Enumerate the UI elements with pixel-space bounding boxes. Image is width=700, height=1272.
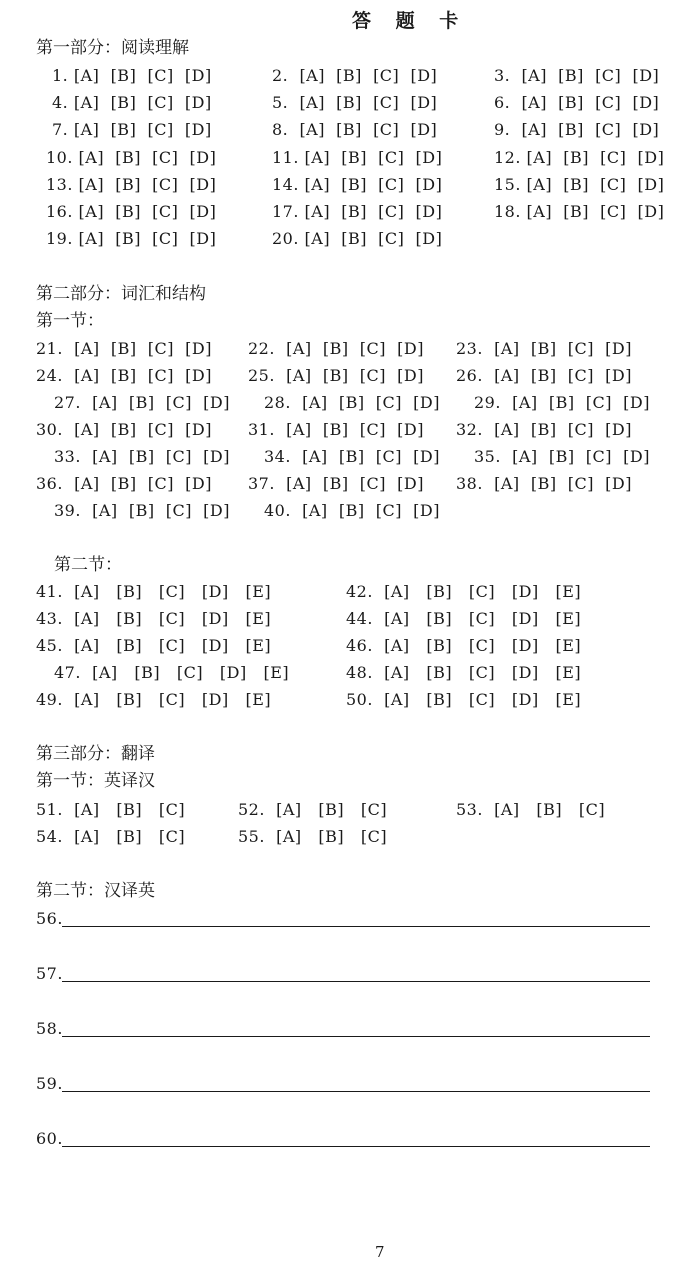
question-item[interactable]: 50. [A] [B] [C] [D] [E] (346, 690, 582, 709)
question-item[interactable]: 13. [A] [B] [C] [D] (46, 175, 217, 194)
question-item[interactable]: 4. [A] [B] [C] [D] (52, 93, 212, 112)
question-item[interactable]: 27. [A] [B] [C] [D] (54, 393, 230, 412)
question-item[interactable]: 44. [A] [B] [C] [D] [E] (346, 609, 582, 628)
part2-section1-heading: 第一节： (36, 311, 104, 331)
translation-number: 59. (36, 1074, 63, 1093)
question-item[interactable]: 41. [A] [B] [C] [D] [E] (36, 582, 272, 601)
question-item[interactable]: 17. [A] [B] [C] [D] (272, 202, 443, 221)
question-item[interactable]: 15. [A] [B] [C] [D] (494, 175, 665, 194)
question-item[interactable]: 55. [A] [B] [C] (238, 827, 388, 846)
part3-section1-heading: 第一节：英译汉 (36, 771, 155, 791)
question-item[interactable]: 6. [A] [B] [C] [D] (494, 93, 660, 112)
answer-line[interactable] (62, 926, 650, 927)
question-item[interactable]: 31. [A] [B] [C] [D] (248, 420, 424, 439)
page-title: 答 题 卡 (352, 10, 468, 32)
answer-line[interactable] (62, 1091, 650, 1092)
part3-section2-heading: 第二节：汉译英 (36, 881, 155, 901)
question-item[interactable]: 28. [A] [B] [C] [D] (264, 393, 440, 412)
question-item[interactable]: 37. [A] [B] [C] [D] (248, 474, 424, 493)
question-item[interactable]: 40. [A] [B] [C] [D] (264, 501, 440, 520)
question-item[interactable]: 42. [A] [B] [C] [D] [E] (346, 582, 582, 601)
question-item[interactable]: 19. [A] [B] [C] [D] (46, 229, 217, 248)
question-item[interactable]: 5. [A] [B] [C] [D] (272, 93, 438, 112)
answer-line[interactable] (62, 1036, 650, 1037)
question-item[interactable]: 10. [A] [B] [C] [D] (46, 148, 217, 167)
question-item[interactable]: 54. [A] [B] [C] (36, 827, 186, 846)
question-item[interactable]: 11. [A] [B] [C] [D] (272, 148, 443, 167)
translation-number: 58. (36, 1019, 63, 1038)
question-item[interactable]: 35. [A] [B] [C] [D] (474, 447, 650, 466)
question-item[interactable]: 23. [A] [B] [C] [D] (456, 339, 632, 358)
question-item[interactable]: 29. [A] [B] [C] [D] (474, 393, 650, 412)
question-item[interactable]: 14. [A] [B] [C] [D] (272, 175, 443, 194)
question-item[interactable]: 22. [A] [B] [C] [D] (248, 339, 424, 358)
question-item[interactable]: 51. [A] [B] [C] (36, 800, 186, 819)
question-item[interactable]: 53. [A] [B] [C] (456, 800, 606, 819)
question-item[interactable]: 21. [A] [B] [C] [D] (36, 339, 212, 358)
question-item[interactable]: 36. [A] [B] [C] [D] (36, 474, 212, 493)
page-number: 7 (375, 1243, 385, 1261)
question-item[interactable]: 32. [A] [B] [C] [D] (456, 420, 632, 439)
answer-line[interactable] (62, 1146, 650, 1147)
question-item[interactable]: 9. [A] [B] [C] [D] (494, 120, 660, 139)
question-item[interactable]: 45. [A] [B] [C] [D] [E] (36, 636, 272, 655)
question-item[interactable]: 49. [A] [B] [C] [D] [E] (36, 690, 272, 709)
translation-number: 56. (36, 909, 63, 928)
question-item[interactable]: 34. [A] [B] [C] [D] (264, 447, 440, 466)
question-item[interactable]: 26. [A] [B] [C] [D] (456, 366, 632, 385)
question-item[interactable]: 52. [A] [B] [C] (238, 800, 388, 819)
question-item[interactable]: 43. [A] [B] [C] [D] [E] (36, 609, 272, 628)
question-item[interactable]: 18. [A] [B] [C] [D] (494, 202, 665, 221)
translation-number: 57. (36, 964, 63, 983)
translation-number: 60. (36, 1129, 63, 1148)
question-item[interactable]: 38. [A] [B] [C] [D] (456, 474, 632, 493)
question-item[interactable]: 30. [A] [B] [C] [D] (36, 420, 212, 439)
question-item[interactable]: 1. [A] [B] [C] [D] (52, 66, 212, 85)
part3-heading: 第三部分：翻译 (36, 744, 155, 764)
question-item[interactable]: 47. [A] [B] [C] [D] [E] (54, 663, 290, 682)
question-item[interactable]: 33. [A] [B] [C] [D] (54, 447, 230, 466)
answer-line[interactable] (62, 981, 650, 982)
question-item[interactable]: 25. [A] [B] [C] [D] (248, 366, 424, 385)
question-item[interactable]: 24. [A] [B] [C] [D] (36, 366, 212, 385)
question-item[interactable]: 8. [A] [B] [C] [D] (272, 120, 438, 139)
question-item[interactable]: 12. [A] [B] [C] [D] (494, 148, 665, 167)
question-item[interactable]: 46. [A] [B] [C] [D] [E] (346, 636, 582, 655)
question-item[interactable]: 16. [A] [B] [C] [D] (46, 202, 217, 221)
part1-heading: 第一部分：阅读理解 (36, 38, 189, 58)
question-item[interactable]: 7. [A] [B] [C] [D] (52, 120, 212, 139)
question-item[interactable]: 39. [A] [B] [C] [D] (54, 501, 230, 520)
question-item[interactable]: 2. [A] [B] [C] [D] (272, 66, 438, 85)
question-item[interactable]: 3. [A] [B] [C] [D] (494, 66, 660, 85)
question-item[interactable]: 20. [A] [B] [C] [D] (272, 229, 443, 248)
part2-section2-heading: 第二节： (54, 555, 122, 575)
part2-heading: 第二部分：词汇和结构 (36, 284, 206, 304)
question-item[interactable]: 48. [A] [B] [C] [D] [E] (346, 663, 582, 682)
